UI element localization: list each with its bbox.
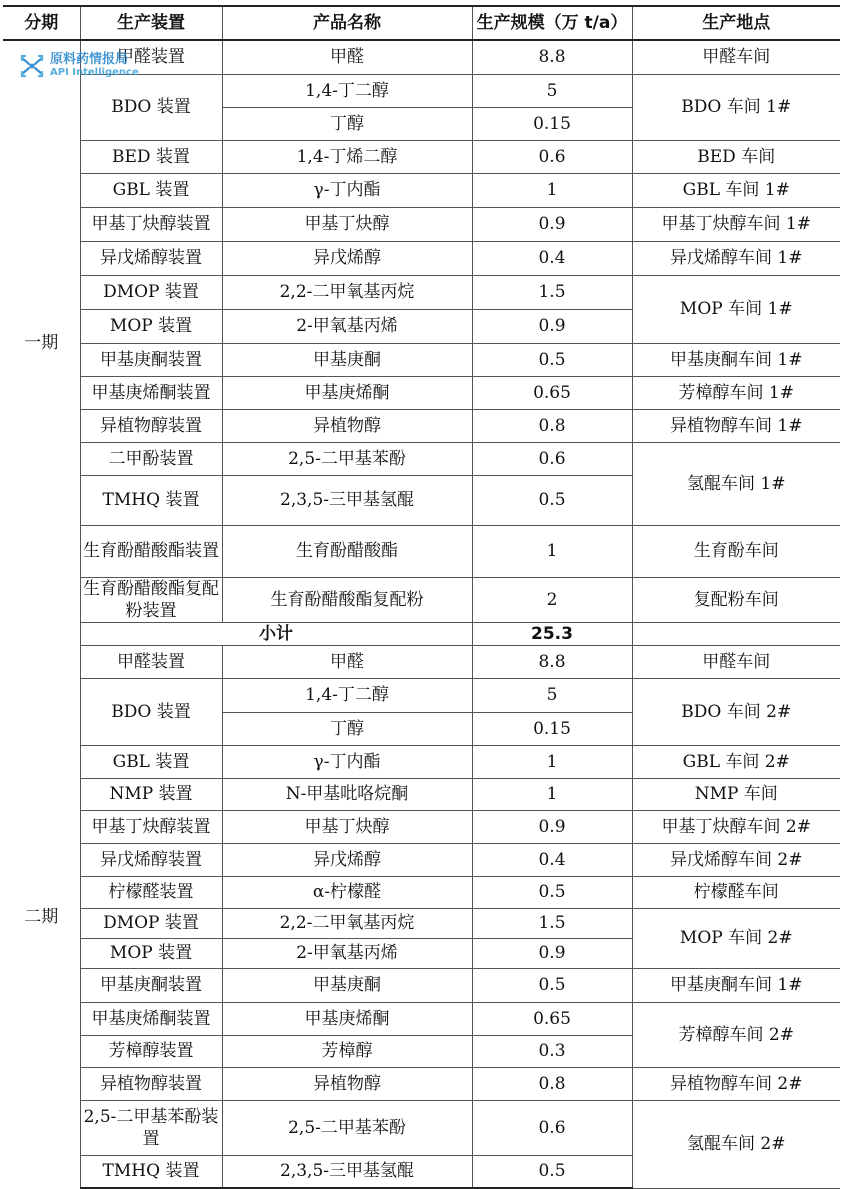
table-cell: 1	[472, 778, 632, 810]
table-cell: 1,4-丁二醇	[222, 678, 472, 712]
table-cell: TMHQ 装置	[80, 1155, 222, 1188]
table-row	[3, 622, 840, 645]
table-cell: BED 车间	[632, 140, 840, 173]
table-cell: 异植物醇装置	[80, 409, 222, 442]
table-row	[3, 376, 840, 409]
table-cell: 异植物醇	[222, 1067, 472, 1100]
table-cell: 异戊烯醇装置	[80, 843, 222, 876]
table-cell: 1	[472, 525, 632, 577]
table-cell: MOP 车间 1#	[632, 275, 840, 343]
table-cell: 甲基庚烯酮装置	[80, 1002, 222, 1035]
table-cell: γ-丁内酯	[222, 745, 472, 778]
table-cell: 2,5-二甲基苯酚	[222, 1100, 472, 1155]
table-cell: MOP 装置	[80, 938, 222, 968]
table-row	[3, 40, 840, 74]
table-cell: 芳樟醇	[222, 1035, 472, 1067]
table-cell: 芳樟醇车间 2#	[632, 1002, 840, 1067]
header-unit: 生产装置	[80, 6, 222, 40]
table-cell: 0.9	[472, 938, 632, 968]
table-row	[3, 173, 840, 207]
capacity-table	[3, 5, 840, 1189]
table-cell: 5	[472, 678, 632, 712]
header-row	[3, 6, 840, 40]
table-cell: NMP 装置	[80, 778, 222, 810]
table-row	[3, 525, 840, 577]
table-cell: 1	[472, 745, 632, 778]
table-cell: 氢醌车间 1#	[632, 442, 840, 525]
table-cell: 0.6	[472, 442, 632, 475]
table-cell: 2-甲氧基丙烯	[222, 309, 472, 343]
table-cell: 0.3	[472, 1035, 632, 1067]
table-cell: 生育酚醋酸酯	[222, 525, 472, 577]
table-cell: 甲醛	[222, 40, 472, 74]
table-cell: 甲基庚烯酮装置	[80, 376, 222, 409]
table-cell: 异戊烯醇装置	[80, 241, 222, 275]
table-cell: 甲基庚酮	[222, 343, 472, 376]
table-cell: 生育酚醋酸酯复配粉	[222, 577, 472, 622]
table-cell: 1.5	[472, 908, 632, 938]
table-cell: 1	[472, 173, 632, 207]
table-cell: 异植物醇车间 1#	[632, 409, 840, 442]
table-cell: 1.5	[472, 275, 632, 309]
table-cell: MOP 装置	[80, 309, 222, 343]
table-row	[3, 843, 840, 876]
watermark-cn: 原料药情报局	[50, 52, 129, 67]
table-cell: 0.65	[472, 1002, 632, 1035]
table-cell: 0.15	[472, 712, 632, 745]
table-row	[3, 745, 840, 778]
table-cell: 甲基庚酮装置	[80, 343, 222, 376]
table-cell: N-甲基吡咯烷酮	[222, 778, 472, 810]
table-cell: 2-甲氧基丙烯	[222, 938, 472, 968]
table-header	[3, 6, 840, 40]
table-cell: 0.4	[472, 241, 632, 275]
table-cell: 甲醛车间	[632, 40, 840, 74]
table-cell: 复配粉车间	[632, 577, 840, 622]
table-cell: 0.5	[472, 968, 632, 1002]
table-cell: GBL 车间 2#	[632, 745, 840, 778]
table-cell: 异植物醇车间 2#	[632, 1067, 840, 1100]
table-cell: 0.5	[472, 1155, 632, 1188]
table-row	[3, 1002, 840, 1035]
header-phase: 分期	[3, 6, 80, 40]
table-cell: GBL 装置	[80, 745, 222, 778]
table-cell: TMHQ 装置	[80, 475, 222, 525]
table-row	[3, 1100, 840, 1155]
table-cell: 甲醛装置	[80, 645, 222, 678]
table-cell: 2,3,5-三甲基氢醌	[222, 475, 472, 525]
table-cell: 甲基庚烯酮	[222, 1002, 472, 1035]
table-cell: 5	[472, 74, 632, 107]
subtotal-cell: 小计	[80, 622, 472, 645]
header-product: 产品名称	[222, 6, 472, 40]
table-cell: α-柠檬醛	[222, 876, 472, 908]
table-cell: 二甲酚装置	[80, 442, 222, 475]
header-capacity: 生产规模（万 t/a）	[472, 6, 632, 40]
table-cell: 2,5-二甲基苯酚	[222, 442, 472, 475]
table-cell: 芳樟醇车间 1#	[632, 376, 840, 409]
table-row	[3, 968, 840, 1002]
table-cell: 甲基丁炔醇车间 2#	[632, 810, 840, 843]
table-cell: 0.9	[472, 810, 632, 843]
table-cell: GBL 车间 1#	[632, 173, 840, 207]
table-cell: 0.8	[472, 409, 632, 442]
table-row	[3, 207, 840, 241]
table-cell: 0.6	[472, 1100, 632, 1155]
table-cell: 0.5	[472, 475, 632, 525]
table-row	[3, 645, 840, 678]
table-cell: BDO 车间 2#	[632, 678, 840, 745]
table-cell: 2,5-二甲基苯酚装置	[80, 1100, 222, 1155]
header-location: 生产地点	[632, 6, 840, 40]
table-cell: DMOP 装置	[80, 275, 222, 309]
table-cell: BDO 车间 1#	[632, 74, 840, 140]
table-cell: 甲醛装置	[80, 40, 222, 74]
table-row	[3, 1067, 840, 1100]
table-cell: 异戊烯醇车间 1#	[632, 241, 840, 275]
table-cell: 甲基庚酮车间 1#	[632, 968, 840, 1002]
table-cell: 0.6	[472, 140, 632, 173]
table-row	[3, 876, 840, 908]
table-cell: 甲基庚酮	[222, 968, 472, 1002]
table-row	[3, 241, 840, 275]
table-row	[3, 678, 840, 712]
table-row	[3, 908, 840, 938]
table-row	[3, 343, 840, 376]
table-cell: 异植物醇	[222, 409, 472, 442]
table-cell: 1,4-丁烯二醇	[222, 140, 472, 173]
table-cell: NMP 车间	[632, 778, 840, 810]
table-cell: 异植物醇装置	[80, 1067, 222, 1100]
table-cell: 0.5	[472, 343, 632, 376]
table-cell: 2,2-二甲氧基丙烷	[222, 275, 472, 309]
table-cell: 0.9	[472, 309, 632, 343]
table-cell: 异戊烯醇	[222, 843, 472, 876]
table-cell: 甲基丁炔醇	[222, 207, 472, 241]
table-cell: 甲基庚酮装置	[80, 968, 222, 1002]
table-cell: 2,2-二甲氧基丙烷	[222, 908, 472, 938]
table-cell: MOP 车间 2#	[632, 908, 840, 968]
table-cell: 生育酚醋酸酯复配粉装置	[80, 577, 222, 622]
subtotal-cell: 25.3	[472, 622, 632, 645]
watermark-en: API Intelligence	[50, 67, 139, 78]
table-cell: 甲醛	[222, 645, 472, 678]
table-cell: BED 装置	[80, 140, 222, 173]
table-cell: 丁醇	[222, 712, 472, 745]
table-cell: 生育酚醋酸酯装置	[80, 525, 222, 577]
table-cell	[632, 622, 840, 645]
table-cell: 芳樟醇装置	[80, 1035, 222, 1067]
table-cell: γ-丁内酯	[222, 173, 472, 207]
table-cell: 丁醇	[222, 107, 472, 140]
table-cell: 柠檬醛装置	[80, 876, 222, 908]
table-cell: 1,4-丁二醇	[222, 74, 472, 107]
table-cell: 0.65	[472, 376, 632, 409]
table-row	[3, 577, 840, 622]
table-cell: 甲基丁炔醇	[222, 810, 472, 843]
table-cell: 甲基庚烯酮	[222, 376, 472, 409]
table-cell: 8.8	[472, 645, 632, 678]
table-cell: 异戊烯醇	[222, 241, 472, 275]
table-cell: GBL 装置	[80, 173, 222, 207]
table-row	[3, 140, 840, 173]
phase-group	[3, 40, 840, 645]
table-cell: 甲基丁炔醇装置	[80, 207, 222, 241]
table-row	[3, 810, 840, 843]
table-cell: 0.8	[472, 1067, 632, 1100]
table-cell: 0.15	[472, 107, 632, 140]
table-cell: BDO 装置	[80, 74, 222, 140]
table-row	[3, 442, 840, 475]
phase-label: 一期	[3, 40, 80, 645]
table-cell: 2	[472, 577, 632, 622]
table-row	[3, 778, 840, 810]
table-row	[3, 409, 840, 442]
table-cell: DMOP 装置	[80, 908, 222, 938]
table-cell: 氢醌车间 2#	[632, 1100, 840, 1188]
phase-label: 二期	[3, 645, 80, 1188]
table-cell: 0.9	[472, 207, 632, 241]
table-cell: 甲醛车间	[632, 645, 840, 678]
phase-group	[3, 645, 840, 1188]
table-cell: 甲基庚酮车间 1#	[632, 343, 840, 376]
table-cell: 2,3,5-三甲基氢醌	[222, 1155, 472, 1188]
table-cell: 0.5	[472, 876, 632, 908]
table-row	[3, 275, 840, 309]
table-row	[3, 74, 840, 107]
table-cell: BDO 装置	[80, 678, 222, 745]
table-cell: 甲基丁炔醇车间 1#	[632, 207, 840, 241]
table-cell: 柠檬醛车间	[632, 876, 840, 908]
table-cell: 异戊烯醇车间 2#	[632, 843, 840, 876]
table-cell: 甲基丁炔醇装置	[80, 810, 222, 843]
table-cell: 0.4	[472, 843, 632, 876]
table-cell: 生育酚车间	[632, 525, 840, 577]
table-cell: 8.8	[472, 40, 632, 74]
